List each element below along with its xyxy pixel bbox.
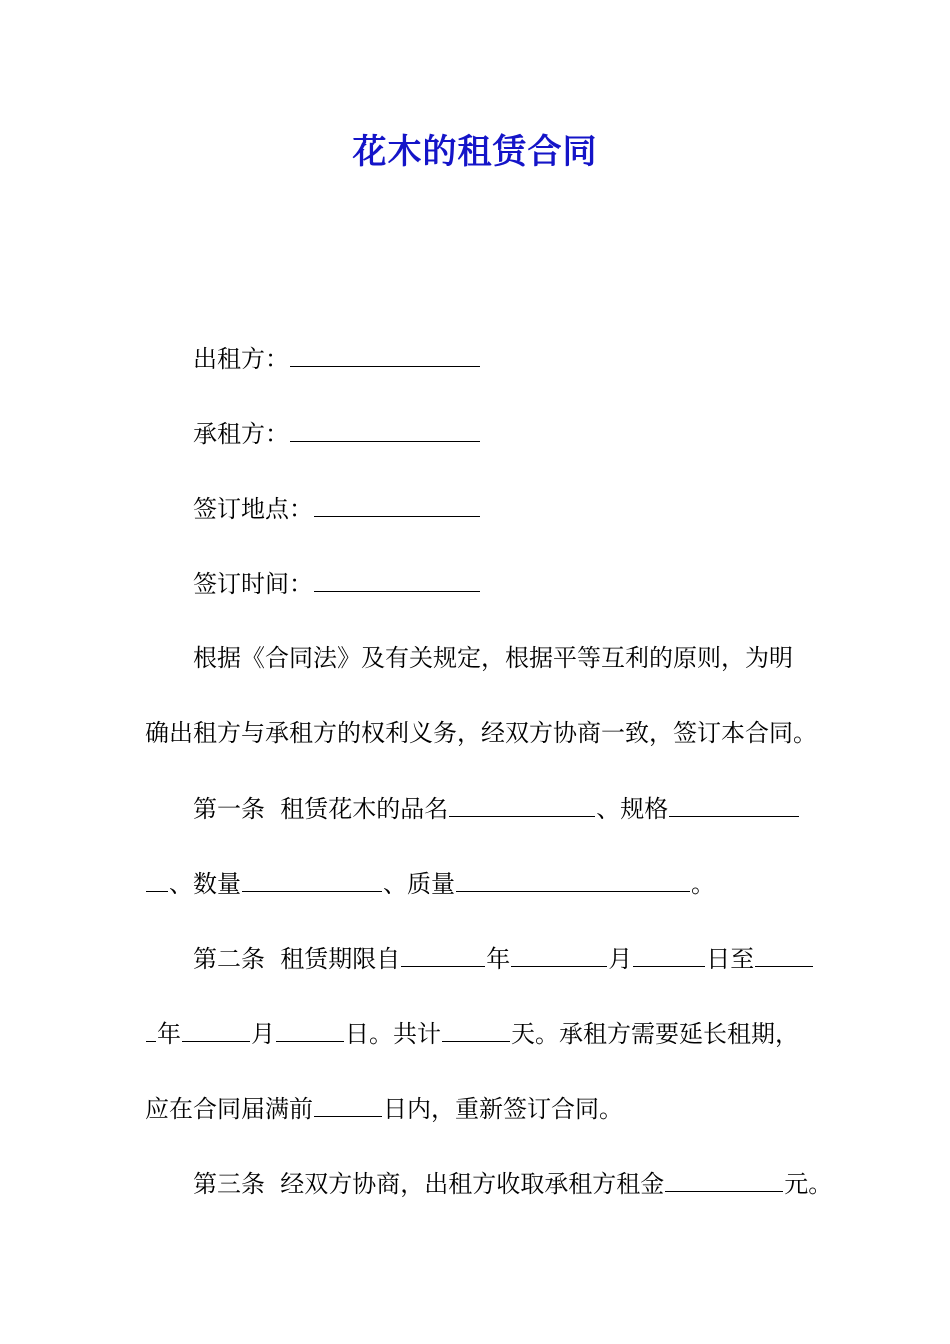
intro-line-1: 根据《合同法》及有关规定，根据平等互利的原则，为明 xyxy=(193,644,793,672)
spec-blank[interactable] xyxy=(669,790,799,817)
time-blank[interactable] xyxy=(314,565,480,592)
quality-blank[interactable] xyxy=(456,865,690,892)
year-label: 年 xyxy=(486,945,511,973)
article-3-text: 经双方协商，出租方收取承租方租金 xyxy=(280,1170,665,1198)
article-1-text-spec: 、规格 xyxy=(596,795,669,823)
rent-unit: 元。 xyxy=(784,1170,833,1198)
renewal-days-blank[interactable] xyxy=(314,1090,382,1117)
start-day-blank[interactable] xyxy=(633,940,705,967)
time-field xyxy=(193,565,873,602)
article-1-end: 。 xyxy=(691,870,715,898)
end-year-label: 年 xyxy=(157,1020,181,1048)
article-1-text-qty: 、数量 xyxy=(169,870,241,898)
time-label: 签订时间： xyxy=(193,570,313,598)
start-month-blank[interactable] xyxy=(511,940,607,967)
renewal-text: 应在合同届满前 xyxy=(145,1095,313,1123)
article-2-line-3 xyxy=(145,1090,825,1127)
article-1-heading: 第一条 xyxy=(193,795,265,823)
article-3-line-1 xyxy=(193,1165,873,1202)
end-day-blank[interactable] xyxy=(276,1015,344,1042)
end-month-label: 月 xyxy=(251,1020,275,1048)
article-1-text-name: 租赁花木的品名 xyxy=(280,795,449,823)
start-year-blank[interactable] xyxy=(401,940,485,967)
lessor-label: 出租方： xyxy=(193,345,289,373)
article-1-text-quality: 、质量 xyxy=(383,870,455,898)
place-label: 签订地点： xyxy=(193,495,313,523)
lessor-blank[interactable] xyxy=(290,340,480,367)
document-title: 花木的租赁合同 xyxy=(352,132,598,172)
place-blank[interactable] xyxy=(314,490,480,517)
quantity-blank[interactable] xyxy=(242,865,382,892)
article-3-heading: 第三条 xyxy=(193,1170,265,1198)
spec-blank-cont[interactable] xyxy=(146,865,168,892)
lessor-field xyxy=(193,340,873,377)
days-text: 天。承租方需要延长租期， xyxy=(511,1020,799,1048)
end-year-blank-cont[interactable] xyxy=(146,1015,156,1042)
rent-amount-blank[interactable] xyxy=(665,1165,783,1192)
total-days-blank[interactable] xyxy=(442,1015,510,1042)
lessee-blank[interactable] xyxy=(290,415,480,442)
lessee-field xyxy=(193,415,873,452)
article-2-text-period: 租赁期限自 xyxy=(280,945,401,973)
name-blank[interactable] xyxy=(449,790,595,817)
article-1-line-1 xyxy=(193,790,873,827)
month-label: 月 xyxy=(608,945,633,973)
article-2-line-2 xyxy=(145,1015,825,1052)
article-2-heading: 第二条 xyxy=(193,945,265,973)
intro-line-2: 确出租方与承租方的权利义务，经双方协商一致，签订本合同。 xyxy=(145,719,817,747)
day-to-label: 日至 xyxy=(706,945,755,973)
renewal-text-end: 日内，重新签订合同。 xyxy=(383,1095,623,1123)
end-month-blank[interactable] xyxy=(182,1015,250,1042)
article-2-line-1 xyxy=(193,940,873,977)
end-day-label: 日。共计 xyxy=(345,1020,441,1048)
end-year-blank[interactable] xyxy=(755,940,813,967)
lessee-label: 承租方： xyxy=(193,420,289,448)
article-1-line-2 xyxy=(145,865,825,902)
place-field xyxy=(193,490,873,527)
